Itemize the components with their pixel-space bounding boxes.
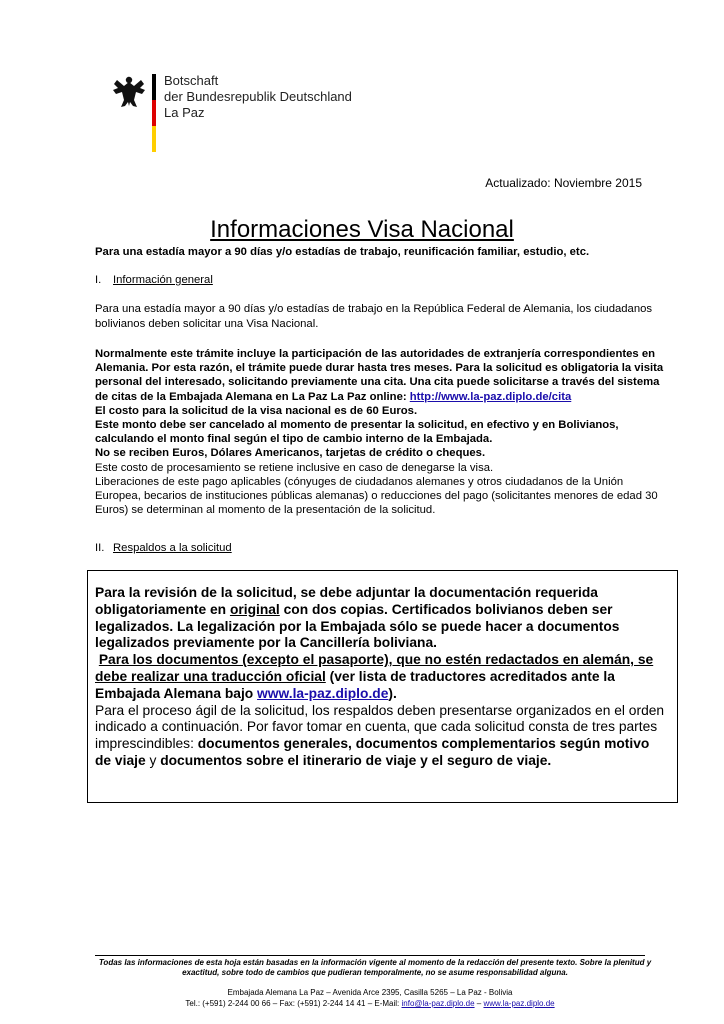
footer-separator: – <box>474 999 484 1008</box>
box-text-6: y <box>145 752 161 768</box>
logo-text <box>164 73 352 121</box>
box-text-5: Para el proceso ágil de la solicitud, los respaldos deben presentarse organizados en el orden indicado a continuación. Por favor tomar en cuenta, que cada solicitud consta de tres partes imprescindibles: <box>95 702 665 752</box>
appointment-link[interactable]: http://www.la-paz.diplo.de/cita <box>409 390 572 403</box>
logo-line-2: der Bundesrepublik Deutschland <box>164 89 352 104</box>
footer-address-line: Embajada Alemana La Paz – Avenida Arce 2395, Casilla 5265 – La Paz - Bolivia <box>227 988 513 997</box>
paragraph-procedure <box>95 347 665 517</box>
payment-text: Este monto debe ser cancelado al momento de presentar la solicitud, en efectivo y en Bolivianos, calculando el monto final según el tipo de cambio interno de la Embajada. <box>95 419 619 446</box>
footer-disclaimer: Todas las informaciones de esta hoja están basadas en la información vigente al momento de la redacción del presente texto. Sobre la plenitud y exactitud, sobre todo de cambios que pudieran temporalmente, no se asume responsabilidad alguna. <box>98 958 652 977</box>
exemptions-text: Liberaciones de este pago aplicables (cónyuges de ciudadanos alemanes y otros ciudadanos de la Unión Europea, becarios de instituciones públicas alemanas) o reducciones del pago (solicitantes menores de edad 30 Euros) se determinan al momento de la presentación de la solicitud. <box>95 475 658 517</box>
footer-address <box>95 987 645 1009</box>
paragraph-intro: Para una estadía mayor a 90 días y/o estadías de trabajo en la República Federal de Alemania, los ciudadanos bolivianos deben solicitar una Visa Nacional. <box>95 303 653 330</box>
section-number: I. <box>95 274 102 286</box>
embassy-logo <box>112 72 352 152</box>
section-number: II. <box>95 542 105 554</box>
procedure-text: Normalmente este trámite incluye la participación de las autoridades de extranjería correspondientes en Alemania. Por esta razón, el trámite puede durar hasta tres meses. Para la solicitud es obligatoria la visita personal del interesado, solicitando previamente una cita. Una cita puede solicitarse a través del sistema de citas de la Embajada Alemana en La Paz La Paz online: <box>95 348 664 403</box>
box-text-4: ). <box>388 685 397 701</box>
box-text-3: (ver lista de traductores acreditados ante la Embajada Alemana bajo <box>95 668 615 701</box>
section-label: Información general <box>113 274 213 286</box>
federal-eagle-icon <box>112 74 146 110</box>
box-doc-types-2: documentos sobre el itinerario de viaje y el seguro de viaje. <box>160 752 552 768</box>
flag-stripe-gold <box>152 126 156 152</box>
box-doc-types-1: documentos generales, documentos complementarios según motivo de viaje <box>95 736 650 768</box>
logo-line-1: Botschaft <box>164 73 219 88</box>
footer-contact-line <box>95 998 645 1009</box>
retention-text: Este costo de procesamiento se retiene inclusive en caso de denegarse la visa. <box>95 461 494 474</box>
embassy-website-link[interactable]: www.la-paz.diplo.de <box>257 685 389 701</box>
footer-email-link[interactable]: info@la-paz.diplo.de <box>401 999 475 1008</box>
updated-date: Actualizado: Noviembre 2015 <box>485 176 642 190</box>
document-title: Informaciones Visa Nacional <box>210 216 514 243</box>
box-translation-note: Para los documentos (excepto el pasaporte), que no estén redactados en alemán, se debe realizar una traducción oficial <box>95 652 654 684</box>
box-text-2: con dos copias. Certificados bolivianos deben ser legalizados. La legalización por la Embajada sólo se puede hacer a documentos legalizados previamente por la Cancillería boliviana. <box>95 601 620 651</box>
document-subtitle: Para una estadía mayor a 90 días y/o estadías de trabajo, reunificación familiar, estudio, etc. <box>95 246 590 258</box>
section-label: Respaldos a la solicitud <box>113 542 232 554</box>
footer-divider <box>95 955 645 956</box>
flag-bar <box>152 74 156 152</box>
fee-text: El costo para la solicitud de la visa nacional es de 60 Euros. <box>95 404 418 417</box>
flag-stripe-red <box>152 100 156 126</box>
requirements-text <box>95 585 665 770</box>
section-heading-1 <box>95 274 213 286</box>
section-heading-2 <box>95 542 232 554</box>
box-original: original <box>229 601 280 617</box>
box-text-1: Para la revisión de la solicitud, se debe adjuntar la documentación requerida obligatoriamente en <box>95 585 598 617</box>
flag-stripe-black <box>152 74 156 100</box>
footer-phone-fax: Tel.: (+591) 2-244 00 66 – Fax: (+591) 2-244 14 41 – E-Mail: <box>185 999 402 1008</box>
footer-website-link[interactable]: www.la-paz.diplo.de <box>483 999 555 1008</box>
not-accepted-text: No se reciben Euros, Dólares Americanos, tarjetas de crédito o cheques. <box>95 447 486 460</box>
logo-line-3: La Paz <box>164 105 205 120</box>
